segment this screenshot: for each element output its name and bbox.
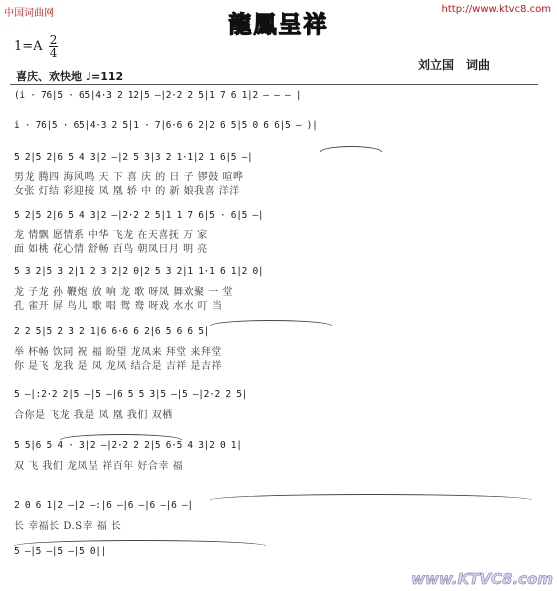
site-logo: www.KTVC8.com	[411, 570, 553, 588]
lyric-row-5b: 孔 雀开 屏 鸟儿 歌 唱 鸳 鸯 呀戏 水水 叮 当	[14, 301, 223, 312]
lyric-row-5a: 龙 子龙 孙 鞭炮 放 响 龙 歌 呀凤 舞欢聚 一 堂	[14, 287, 233, 298]
score-row-9: 2 0 6 1|2 —|2 —:|6 —|6 —|6 —|6 —|	[14, 500, 193, 511]
key-label: 1=A	[14, 39, 43, 54]
slur-mark	[210, 320, 332, 326]
lyric-row-3b: 女张 灯结 彩迎接 凤 凰 轿 中 的 新 娘我喜 洋洋	[14, 186, 240, 197]
lyric-row-4b: 面 如桃 花心情 舒畅 百鸟 朝凤日月 明 亮	[14, 244, 208, 255]
score-row-5: 5 3 2|5 3 2|1 2 3 2|2 0|2 5 3 2|1 1·1 6 1|2 0|	[14, 266, 264, 277]
score-row-1: (i · 76|5 · 65|4·3 2 12|5 —|2·2 2 5|1 7 6 1|2 — — — |	[14, 90, 302, 101]
author-credit: 刘立国 词曲	[418, 58, 491, 72]
score-row-8: 5 5|6 5 4 · 3|2 —|2·2 2 2|5 6·5 4 3|2 0 1|	[14, 440, 242, 451]
lyric-row-6a: 举 杯畅 饮同 祝 福 盼望 龙凤来 拜堂 来拜堂	[14, 347, 222, 358]
slur-mark	[60, 434, 182, 440]
slur-mark	[210, 494, 532, 500]
lyric-row-3a: 男龙 腾四 海风鸣 天 下 喜 庆 的 日 子 锣鼓 喧哗	[14, 172, 244, 183]
time-sig-top: 2	[49, 33, 58, 47]
score-row-6: 2 2 5|5 2 3 2 1|6 6·6 6 2|6 5 6 6 5|	[14, 326, 210, 337]
slur-mark	[14, 540, 266, 546]
slur-mark	[320, 146, 382, 152]
score-row-2: i · 76|5 · 65|4·3 2 5|1 · 7|6·6 6 2|2 6 5|5 0 6 6|5 — )|	[14, 120, 318, 131]
score-row-10: 5 —|5 —|5 —|5 0||	[14, 546, 107, 557]
lyric-row-8: 双 飞 我们 龙凤呈 祥百年 好合幸 福	[14, 461, 184, 472]
lyric-row-7: 合你是 飞龙 我是 凤 凰 我们 双栖	[14, 410, 173, 421]
site-watermark-left: 中国词曲网	[4, 8, 54, 19]
lyric-row-4a: 龙 情飘 愿情系 中华 飞龙 在天喜抚 万 家	[14, 230, 208, 241]
song-title: 龍鳳呈祥	[228, 11, 329, 38]
score-row-3: 5 2|5 2|6 5 4 3|2 —|2 5 3|3 2 1·1|2 1 6|5 —|	[14, 152, 253, 163]
site-watermark-right: http://www.ktvc8.com	[441, 4, 551, 15]
lyric-row-9: 长 幸福长 D.S幸 福 长	[14, 521, 122, 532]
staff-divider	[10, 84, 538, 85]
time-signature	[49, 34, 59, 59]
score-row-7: 5 —|:2·2 2|5 —|5 —|6 5 5 3|5 —|5 —|2·2 2 5|	[14, 389, 248, 400]
tempo-marking: 喜庆、欢快地 ♩=112	[16, 70, 124, 83]
lyric-row-6b: 你 是飞 龙我 是 凤 龙凤 结合是 吉祥 是吉祥	[14, 361, 222, 372]
key-signature	[14, 34, 58, 59]
time-sig-bottom: 4	[49, 46, 58, 60]
score-row-4: 5 2|5 2|6 5 4 3|2 —|2·2 2 5|1 1 7 6|5 · 6|5 —|	[14, 210, 264, 221]
